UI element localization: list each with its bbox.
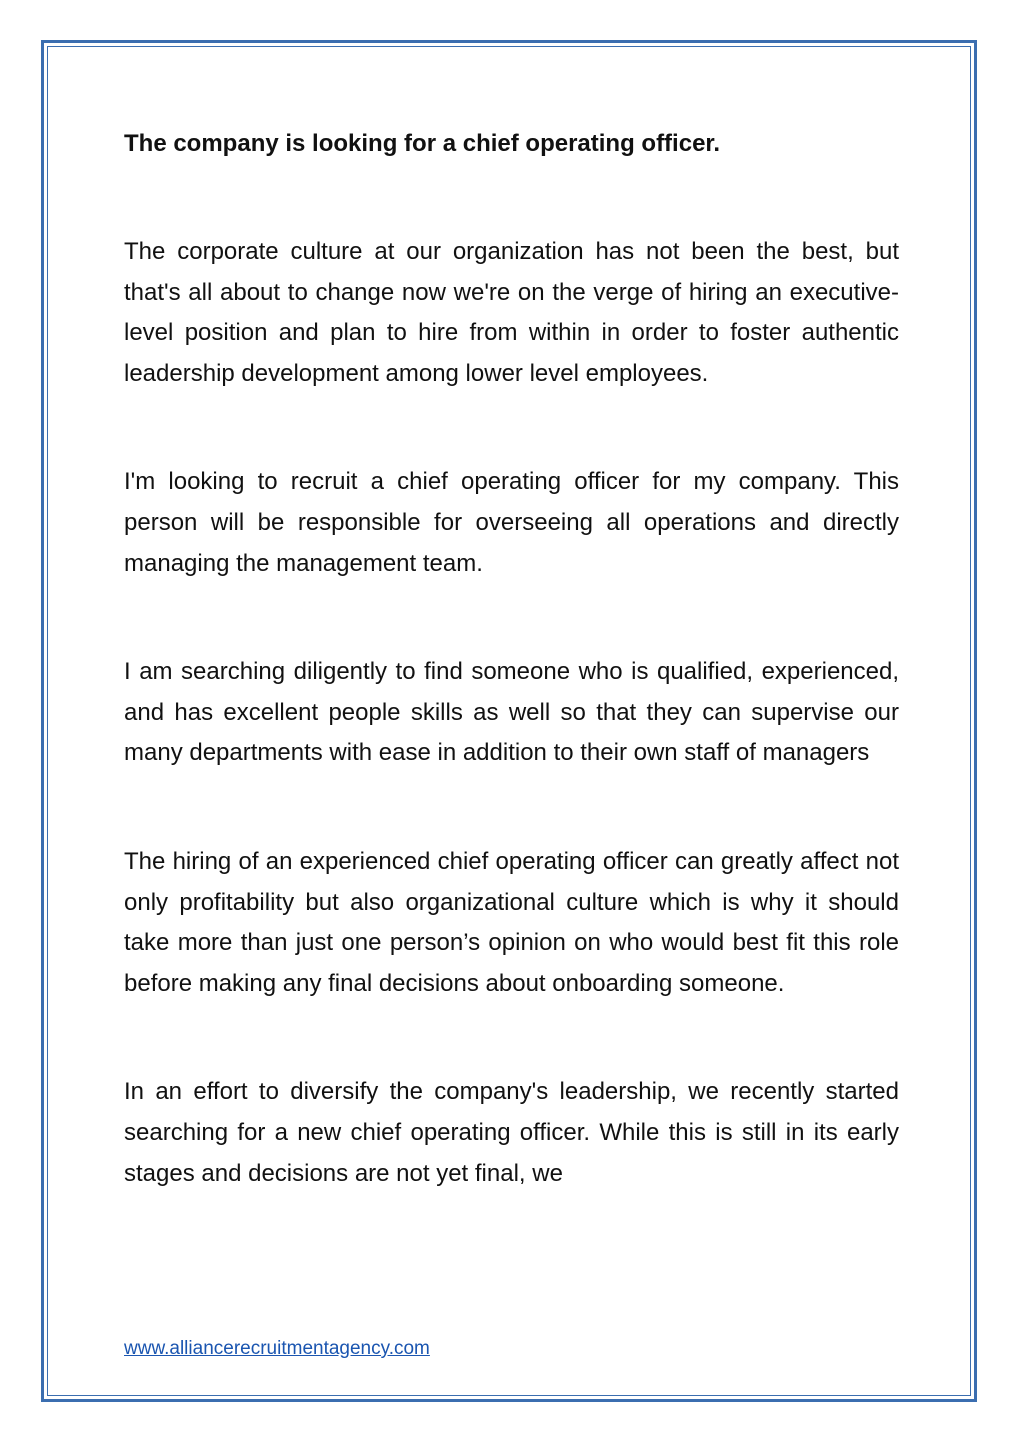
paragraph: The corporate culture at our organization has not been the best, but that's all about to change now we're on the verge of hiring an executive-level position and plan to hire from within in order to foster authentic leadership development among lower level employees. <box>124 238 899 387</box>
document-body <box>124 124 899 1194</box>
paragraph: The hiring of an experienced chief operating officer can greatly affect not only profitability but also organizational culture which is why it should take more than just one person’s opinion on who would best fit this role before making any final decisions about onboarding someone. <box>124 847 899 997</box>
paragraph: In an effort to diversify the company's leadership, we recently started searching for a new chief operating officer. While this is still in its early stages and decisions are not yet final, we <box>124 1078 899 1187</box>
paragraph: I am searching diligently to find someone who is qualified, experienced, and has excellent people skills as well so that they can supervise our many departments with ease in addition to their own staff of managers <box>124 658 899 767</box>
paragraph: I'm looking to recruit a chief operating officer for my company. This person will be responsible for overseeing all operations and directly managing the management team. <box>124 468 899 577</box>
document-heading: The company is looking for a chief operating officer. <box>124 130 721 157</box>
footer-website-link[interactable]: www.alliancerecruitmentagency.com <box>124 1338 430 1359</box>
